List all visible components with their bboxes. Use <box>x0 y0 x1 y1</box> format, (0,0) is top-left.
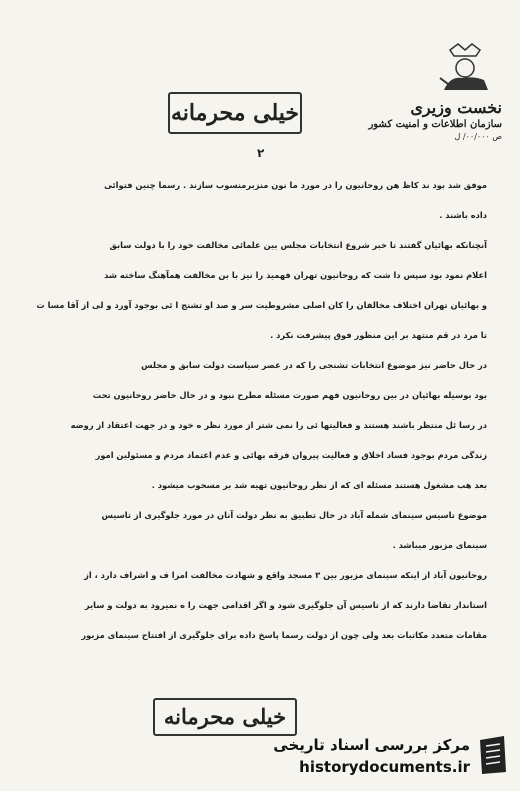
body-line: بود بوسیله بهائیان در بین روحانیون فهم صورت مسئله مطرح نبود و در حال حاضر روحانیون تحت <box>92 390 487 400</box>
archive-watermark <box>250 730 510 780</box>
body-line: و بهائیان تهران اختلاف مخالفان را کان اصلی مشروطیت سر و صد او تشنج ا ئی بوجود آورد و لی از آقا مسا ت <box>36 300 487 310</box>
archive-name: مرکز بررسی اسناد تاریخی <box>273 736 470 754</box>
page-number: ۲ <box>257 146 265 160</box>
top-secret-stamp-top: خیلی محرمانه <box>168 92 302 134</box>
body-line: اعلام نمود بود سپس دا شت که روحانیون تهران فهمید را نیز با بن مخالفت همآهنگ ساخته شد <box>104 270 487 280</box>
body-line: مقامات متعدد مکاتبات بعد ولی چون از دولت رسما پاسخ داده برای جلوگیری از افتتاح سینمای مزبور <box>81 630 487 640</box>
body-line: تا مرد در قم منتهد بر این منظور فوق پیشرفت نکرد . <box>270 330 487 340</box>
lion-and-sun-emblem-icon <box>430 40 500 100</box>
body-line: در حال حاضر نیز موضوع انتخابات تشنجی را که در عصر سیاست دولت سابق و مجلس <box>141 360 487 370</box>
issuing-organization <box>352 98 502 141</box>
reference-number: ص ۰۰/۰۰۰/ ل <box>454 132 502 141</box>
body-line: استاندار تقاضا دارند که از تاسیس آن جلوگیری شود و اگر اقدامی جهت را ه نمیرود به دولت و سایر <box>84 600 487 610</box>
org-line-savak: سازمان اطلاعات و امنیت کشور <box>368 119 502 130</box>
body-line: داده باشند . <box>439 210 487 220</box>
top-secret-stamp-bottom: خیلی محرمانه <box>153 698 297 736</box>
body-line: روحانیون آباد از اینکه سینمای مزبور بین ۳ مسجد واقع و شهادت مخالفت امرا ف و اشراف دارد ، از <box>84 570 487 580</box>
body-line: موفق شد بود ند کاظ هن روحانیون را در مورد ما نون منزبرمنسوب سازند . رسما چنین فتوائی <box>104 180 487 190</box>
body-line: موضوع تاسیس سینمای شمله آباد در حال تطبیق به نظر دولت آنان در مورد جلوگیری از تاسیس <box>101 510 487 520</box>
archive-website: historydocuments.ir <box>299 758 470 776</box>
body-line: سینمای مزبور میباشد . <box>392 540 487 550</box>
document-body <box>32 170 487 650</box>
org-line-prime-ministry: نخست وزیری <box>410 98 502 117</box>
archive-logo-icon <box>476 734 510 776</box>
body-line: بعد هب مشغول هستند مسئله ای که از نظر روحانیون تهیه شد بر مسحوب میشود . <box>151 480 487 490</box>
body-line: در رسا ئل منتظر باشند هستند و فعالیتها ئی را نمی شتر از مورد نظر ه خود و در جهت اعتقاد از روضه <box>70 420 487 430</box>
body-line: آنچنانکه بهائیان گفتند تا خبر شروع انتخابات مجلس بین علمائی مخالفت خود را با دولت سابق <box>109 240 487 250</box>
body-line: زندگی مردم بوجود فساد اخلاق و فعالیت پیروان فرقه بهائی و عدم اعتماد مردم و مسئولین امور <box>95 450 487 460</box>
